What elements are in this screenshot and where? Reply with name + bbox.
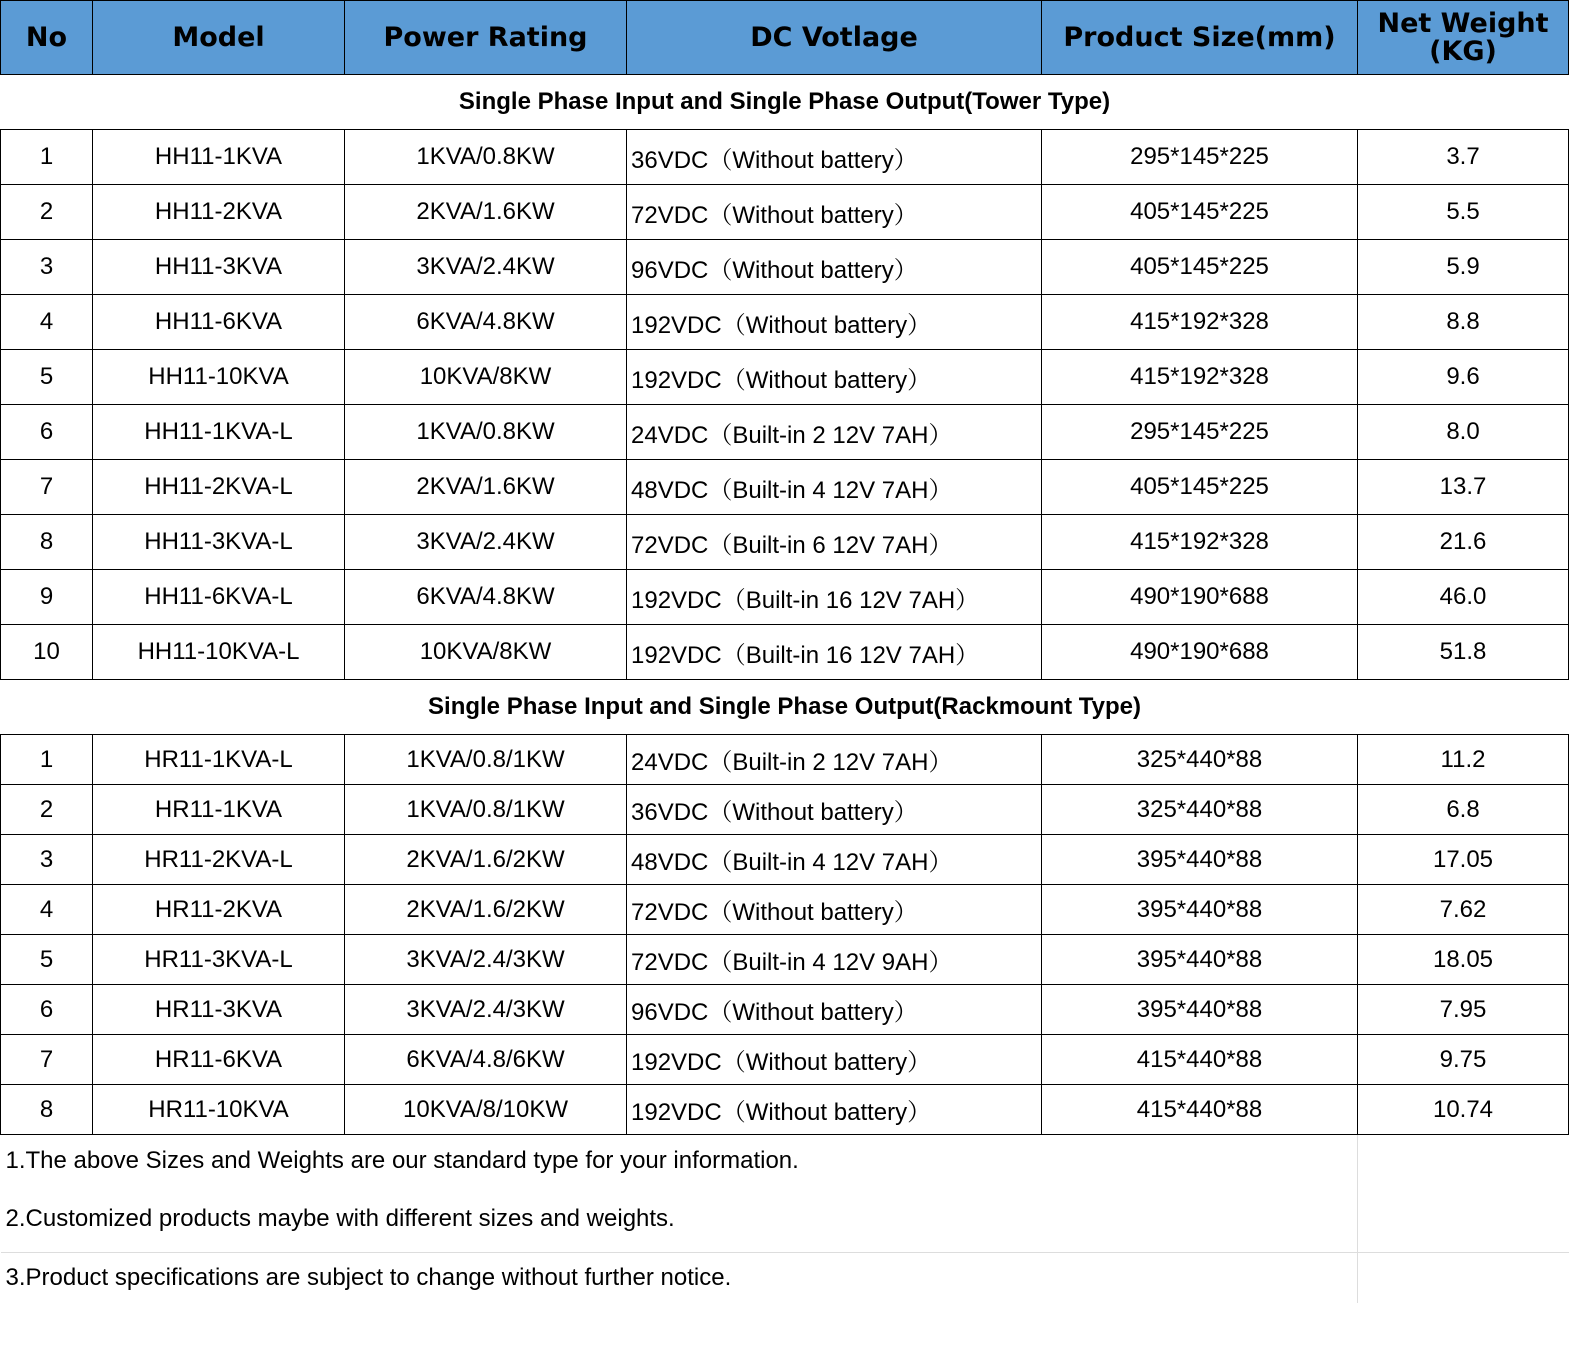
cell-dc-voltage: 48VDC（Built-in 4 12V 7AH）: [627, 835, 1042, 885]
cell-power-rating: 1KVA/0.8KW: [345, 405, 627, 460]
section-title: Single Phase Input and Single Phase Output(Tower Type): [1, 75, 1569, 130]
cell-model: HH11-2KVA: [93, 185, 345, 240]
cell-no: 7: [1, 460, 93, 515]
cell-model: HH11-6KVA: [93, 295, 345, 350]
table-row: [1, 130, 1569, 185]
section-title-row: [1, 75, 1569, 130]
cell-power-rating: 2KVA/1.6/2KW: [345, 885, 627, 935]
cell-dc-voltage: 48VDC（Built-in 4 12V 7AH）: [627, 460, 1042, 515]
cell-net-weight: 8.0: [1358, 405, 1569, 460]
table-row: [1, 240, 1569, 295]
header-no: No: [1, 1, 93, 75]
table-row: [1, 1085, 1569, 1135]
cell-net-weight: 7.95: [1358, 985, 1569, 1035]
cell-model: HH11-1KVA-L: [93, 405, 345, 460]
cell-net-weight: 6.8: [1358, 785, 1569, 835]
cell-net-weight: 46.0: [1358, 570, 1569, 625]
cell-model: HR11-6KVA: [93, 1035, 345, 1085]
table-row: [1, 460, 1569, 515]
cell-no: 4: [1, 295, 93, 350]
cell-no: 3: [1, 835, 93, 885]
table-row: [1, 835, 1569, 885]
table-row: [1, 295, 1569, 350]
cell-dc-voltage: 192VDC（Without battery）: [627, 350, 1042, 405]
cell-net-weight: 13.7: [1358, 460, 1569, 515]
cell-power-rating: 6KVA/4.8/6KW: [345, 1035, 627, 1085]
cell-product-size: 395*440*88: [1042, 985, 1358, 1035]
cell-model: HR11-10KVA: [93, 1085, 345, 1135]
cell-power-rating: 1KVA/0.8/1KW: [345, 785, 627, 835]
cell-dc-voltage: 192VDC（Without battery）: [627, 1085, 1042, 1135]
cell-model: HR11-1KVA-L: [93, 735, 345, 785]
cell-dc-voltage: 24VDC（Built-in 2 12V 7AH）: [627, 735, 1042, 785]
cell-dc-voltage: 72VDC（Built-in 6 12V 7AH）: [627, 515, 1042, 570]
cell-product-size: 395*440*88: [1042, 835, 1358, 885]
cell-dc-voltage: 96VDC（Without battery）: [627, 240, 1042, 295]
cell-power-rating: 3KVA/2.4/3KW: [345, 935, 627, 985]
cell-dc-voltage: 72VDC（Built-in 4 12V 9AH）: [627, 935, 1042, 985]
note-text: 3.Product specifications are subject to change without further notice.: [1, 1253, 1358, 1303]
cell-net-weight: 21.6: [1358, 515, 1569, 570]
cell-no: 4: [1, 885, 93, 935]
cell-net-weight: 51.8: [1358, 625, 1569, 680]
cell-power-rating: 10KVA/8KW: [345, 625, 627, 680]
cell-net-weight: 17.05: [1358, 835, 1569, 885]
cell-model: HH11-1KVA: [93, 130, 345, 185]
cell-no: 9: [1, 570, 93, 625]
cell-model: HH11-3KVA-L: [93, 515, 345, 570]
note-text: 1.The above Sizes and Weights are our standard type for your information.: [5, 1146, 799, 1174]
cell-dc-voltage: 192VDC（Without battery）: [627, 1035, 1042, 1085]
table-row: [1, 350, 1569, 405]
cell-no: 3: [1, 240, 93, 295]
cell-dc-voltage: 72VDC（Without battery）: [627, 185, 1042, 240]
note-row: [1, 1187, 1569, 1253]
cell-dc-voltage: 36VDC（Without battery）: [627, 130, 1042, 185]
table-row: [1, 405, 1569, 460]
table-row: [1, 570, 1569, 625]
cell-power-rating: 3KVA/2.4/3KW: [345, 985, 627, 1035]
note-blank-cell: [1358, 1135, 1569, 1187]
note-blank-cell: [1358, 1253, 1569, 1303]
cell-model: HH11-3KVA: [93, 240, 345, 295]
cell-net-weight: 5.9: [1358, 240, 1569, 295]
cell-model: HR11-2KVA: [93, 885, 345, 935]
cell-power-rating: 6KVA/4.8KW: [345, 295, 627, 350]
cell-product-size: 415*440*88: [1042, 1085, 1358, 1135]
section-title: Single Phase Input and Single Phase Output(Rackmount Type): [1, 680, 1569, 735]
cell-no: 1: [1, 735, 93, 785]
note-row: [1, 1135, 1569, 1187]
cell-dc-voltage: 72VDC（Without battery）: [627, 885, 1042, 935]
cell-net-weight: 10.74: [1358, 1085, 1569, 1135]
cell-model: HR11-3KVA-L: [93, 935, 345, 985]
cell-dc-voltage: 36VDC（Without battery）: [627, 785, 1042, 835]
cell-model: HH11-2KVA-L: [93, 460, 345, 515]
cell-product-size: 405*145*225: [1042, 185, 1358, 240]
cell-power-rating: 6KVA/4.8KW: [345, 570, 627, 625]
cell-net-weight: 18.05: [1358, 935, 1569, 985]
cell-no: 8: [1, 515, 93, 570]
cell-no: 7: [1, 1035, 93, 1085]
table-row: [1, 985, 1569, 1035]
table-row: [1, 885, 1569, 935]
header-net-weight: Net Weight (KG): [1358, 1, 1569, 75]
cell-net-weight: 3.7: [1358, 130, 1569, 185]
cell-product-size: 325*440*88: [1042, 785, 1358, 835]
cell-net-weight: 7.62: [1358, 885, 1569, 935]
cell-dc-voltage: 192VDC（Built-in 16 12V 7AH）: [627, 625, 1042, 680]
cell-product-size: 395*440*88: [1042, 885, 1358, 935]
cell-net-weight: 9.75: [1358, 1035, 1569, 1085]
table-row: [1, 785, 1569, 835]
note-row: [1, 1253, 1569, 1303]
cell-product-size: 415*192*328: [1042, 350, 1358, 405]
cell-no: 6: [1, 985, 93, 1035]
table-row: [1, 625, 1569, 680]
cell-model: HR11-2KVA-L: [93, 835, 345, 885]
cell-no: 8: [1, 1085, 93, 1135]
section-title-row: [1, 680, 1569, 735]
header-product-size: Product Size(mm): [1042, 1, 1358, 75]
cell-no: 1: [1, 130, 93, 185]
cell-dc-voltage: 24VDC（Built-in 2 12V 7AH）: [627, 405, 1042, 460]
cell-net-weight: 9.6: [1358, 350, 1569, 405]
cell-no: 10: [1, 625, 93, 680]
note-blank-cell: [1358, 1187, 1569, 1253]
table-row: [1, 1035, 1569, 1085]
cell-no: 5: [1, 350, 93, 405]
cell-power-rating: 1KVA/0.8KW: [345, 130, 627, 185]
cell-model: HH11-6KVA-L: [93, 570, 345, 625]
cell-no: 5: [1, 935, 93, 985]
cell-power-rating: 10KVA/8/10KW: [345, 1085, 627, 1135]
table-row: [1, 735, 1569, 785]
table-row: [1, 185, 1569, 240]
table-row: [1, 515, 1569, 570]
header-model: Model: [93, 1, 345, 75]
cell-product-size: 295*145*225: [1042, 405, 1358, 460]
cell-product-size: 295*145*225: [1042, 130, 1358, 185]
cell-power-rating: 2KVA/1.6/2KW: [345, 835, 627, 885]
cell-net-weight: 8.8: [1358, 295, 1569, 350]
cell-dc-voltage: 96VDC（Without battery）: [627, 985, 1042, 1035]
cell-product-size: 490*190*688: [1042, 570, 1358, 625]
cell-power-rating: 10KVA/8KW: [345, 350, 627, 405]
cell-product-size: 415*192*328: [1042, 515, 1358, 570]
cell-product-size: 415*192*328: [1042, 295, 1358, 350]
cell-product-size: 415*440*88: [1042, 1035, 1358, 1085]
cell-no: 2: [1, 785, 93, 835]
cell-net-weight: 11.2: [1358, 735, 1569, 785]
table-row: [1, 935, 1569, 985]
cell-power-rating: 2KVA/1.6KW: [345, 185, 627, 240]
cell-model: HH11-10KVA-L: [93, 625, 345, 680]
cell-power-rating: 3KVA/2.4KW: [345, 515, 627, 570]
cell-product-size: 325*440*88: [1042, 735, 1358, 785]
cell-dc-voltage: 192VDC（Without battery）: [627, 295, 1042, 350]
cell-model: HR11-3KVA: [93, 985, 345, 1035]
cell-product-size: 405*145*225: [1042, 460, 1358, 515]
cell-no: 6: [1, 405, 93, 460]
cell-product-size: 490*190*688: [1042, 625, 1358, 680]
cell-power-rating: 1KVA/0.8/1KW: [345, 735, 627, 785]
cell-model: HH11-10KVA: [93, 350, 345, 405]
cell-dc-voltage: 192VDC（Built-in 16 12V 7AH）: [627, 570, 1042, 625]
cell-model: HR11-1KVA: [93, 785, 345, 835]
cell-no: 2: [1, 185, 93, 240]
cell-power-rating: 2KVA/1.6KW: [345, 460, 627, 515]
cell-net-weight: 5.5: [1358, 185, 1569, 240]
cell-product-size: 405*145*225: [1042, 240, 1358, 295]
header-dc-voltage: DC Votlage: [627, 1, 1042, 75]
header-power-rating: Power Rating: [345, 1, 627, 75]
header-row: [1, 1, 1569, 75]
cell-product-size: 395*440*88: [1042, 935, 1358, 985]
cell-power-rating: 3KVA/2.4KW: [345, 240, 627, 295]
note-text: 2.Customized products maybe with different sizes and weights.: [5, 1205, 675, 1233]
